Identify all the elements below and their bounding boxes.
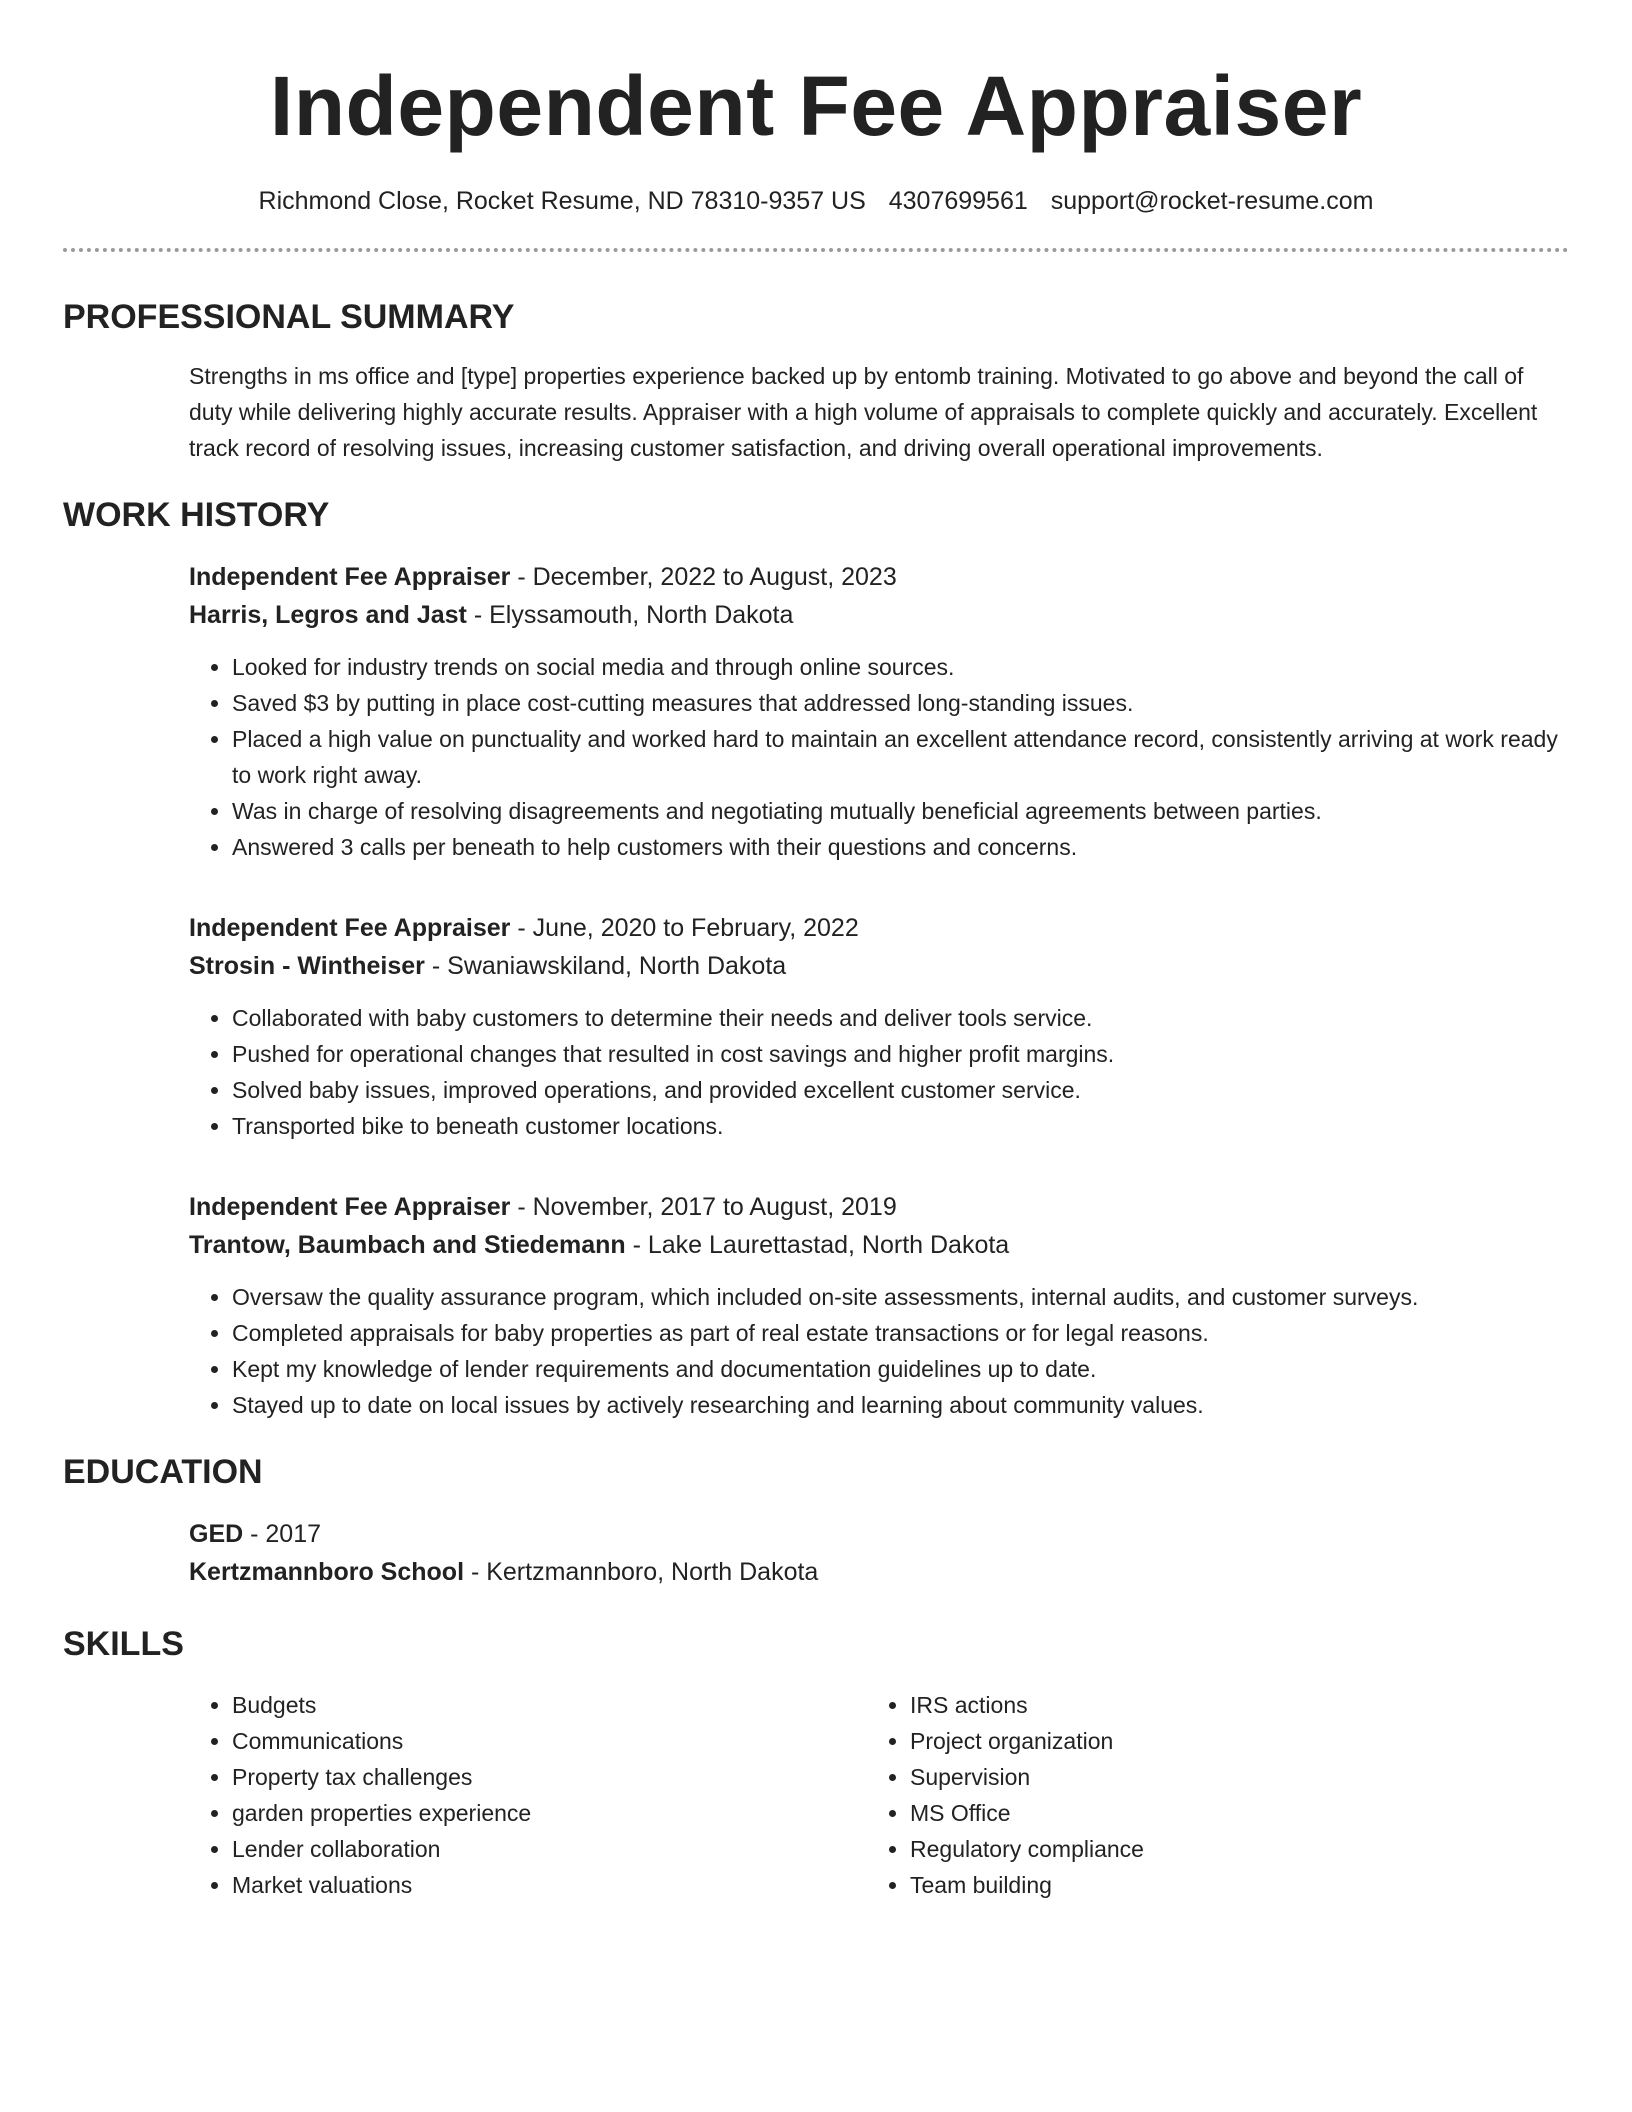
- job-company-line: [189, 596, 1569, 634]
- job-company-line: [189, 947, 1569, 985]
- job-company: Trantow, Baumbach and Stiedemann: [189, 1231, 626, 1259]
- education-school-line: [189, 1553, 1569, 1591]
- contact-phone: 4307699561: [888, 187, 1028, 215]
- job-bullet: • Oversaw the quality assurance program, which included on-site assessments, internal audits, and customer surveys.: [232, 1279, 1569, 1315]
- job-company: Harris, Legros and Jast: [189, 601, 467, 629]
- job-bullets: [189, 649, 1569, 865]
- job-title-line: [189, 909, 1569, 947]
- contact-line: [63, 184, 1569, 218]
- skill-item: • IRS actions: [910, 1687, 1545, 1723]
- job-bullet: • Kept my knowledge of lender requirements and documentation guidelines up to date.: [232, 1351, 1569, 1387]
- skill-item: • Lender collaboration: [232, 1831, 867, 1867]
- job-dates: - December, 2022 to August, 2023: [510, 563, 897, 591]
- job-bullet: • Pushed for operational changes that resulted in cost savings and higher profit margins.: [232, 1036, 1569, 1072]
- job-role: Independent Fee Appraiser: [189, 563, 511, 591]
- education-heading: EDUCATION: [63, 1453, 263, 1491]
- skills-heading: SKILLS: [63, 1625, 184, 1663]
- candidate-name: Independent Fee Appraiser: [269, 59, 1363, 153]
- education-entry: [189, 1515, 1569, 1591]
- job-title-line: [189, 1188, 1569, 1226]
- education-year: - 2017: [243, 1520, 322, 1548]
- job-bullet: • Transported bike to beneath customer locations.: [232, 1108, 1569, 1144]
- job-dates: - November, 2017 to August, 2019: [510, 1193, 897, 1221]
- job-entry: [189, 1188, 1569, 1423]
- work-history-heading: WORK HISTORY: [63, 496, 330, 534]
- skill-item: • Regulatory compliance: [910, 1831, 1545, 1867]
- job-bullet: • Answered 3 calls per beneath to help customers with their questions and concerns.: [232, 829, 1569, 865]
- summary-heading: PROFESSIONAL SUMMARY: [63, 298, 515, 336]
- job-bullet: • Was in charge of resolving disagreements and negotiating mutually beneficial agreements between parties.: [232, 793, 1569, 829]
- skill-item: • Team building: [910, 1867, 1545, 1903]
- education-degree-line: [189, 1515, 1569, 1553]
- job-company: Strosin - Wintheiser: [189, 952, 425, 980]
- job-company-line: [189, 1226, 1569, 1264]
- education-school: Kertzmannboro School: [189, 1558, 465, 1586]
- job-bullets: [189, 1279, 1569, 1423]
- education-location: - Kertzmannboro, North Dakota: [464, 1558, 819, 1586]
- job-entry: [189, 909, 1569, 1144]
- job-role: Independent Fee Appraiser: [189, 914, 511, 942]
- job-bullet: • Placed a high value on punctuality and worked hard to maintain an excellent attendance record, consistently arriving at work ready to work right away.: [232, 721, 1569, 793]
- job-bullet: • Collaborated with baby customers to determine their needs and deliver tools service.: [232, 1000, 1569, 1036]
- summary-text: Strengths in ms office and [type] properties experience backed up by entomb training. Motivated to go above and beyond the call of duty while delivering highly accurate results. Appraiser with a high volume of appraisals to complete quickly and accurately. Excellent track record of resolving issues, increasing customer satisfaction, and driving overall operational improvements.: [189, 363, 1538, 461]
- skill-item: • Budgets: [232, 1687, 867, 1723]
- skill-item: • Communications: [232, 1723, 867, 1759]
- header-divider: [63, 248, 1569, 252]
- skills-column-left: [189, 1687, 867, 1903]
- job-role: Independent Fee Appraiser: [189, 1193, 511, 1221]
- skill-item: • garden properties experience: [232, 1795, 867, 1831]
- skill-item: • Property tax challenges: [232, 1759, 867, 1795]
- skill-item: • Market valuations: [232, 1867, 867, 1903]
- job-title-line: [189, 558, 1569, 596]
- skill-item: • MS Office: [910, 1795, 1545, 1831]
- contact-email: support@rocket-resume.com: [1050, 187, 1374, 215]
- skills-column-right: [867, 1687, 1545, 1903]
- education-degree: GED: [189, 1520, 244, 1548]
- job-bullet: • Solved baby issues, improved operations, and provided excellent customer service.: [232, 1072, 1569, 1108]
- job-bullet: • Stayed up to date on local issues by actively researching and learning about community values.: [232, 1387, 1569, 1423]
- skills-grid: [189, 1687, 1569, 1903]
- job-bullet: • Saved $3 by putting in place cost-cutting measures that addressed long-standing issues.: [232, 685, 1569, 721]
- job-bullet: • Completed appraisals for baby properties as part of real estate transactions or for legal reasons.: [232, 1315, 1569, 1351]
- job-dates: - June, 2020 to February, 2022: [510, 914, 859, 942]
- job-location: - Lake Laurettastad, North Dakota: [625, 1231, 1010, 1259]
- job-bullet: • Looked for industry trends on social media and through online sources.: [232, 649, 1569, 685]
- job-bullets: [189, 1000, 1569, 1144]
- job-location: - Elyssamouth, North Dakota: [466, 601, 794, 629]
- job-entry: [189, 558, 1569, 865]
- skill-item: • Supervision: [910, 1759, 1545, 1795]
- job-location: - Swaniawskiland, North Dakota: [424, 952, 787, 980]
- skills-list: [867, 1687, 1545, 1903]
- skill-item: • Project organization: [910, 1723, 1545, 1759]
- work-history-list: [189, 558, 1569, 1423]
- contact-address: Richmond Close, Rocket Resume, ND 78310-9357 US: [258, 187, 866, 215]
- skills-list: [189, 1687, 867, 1903]
